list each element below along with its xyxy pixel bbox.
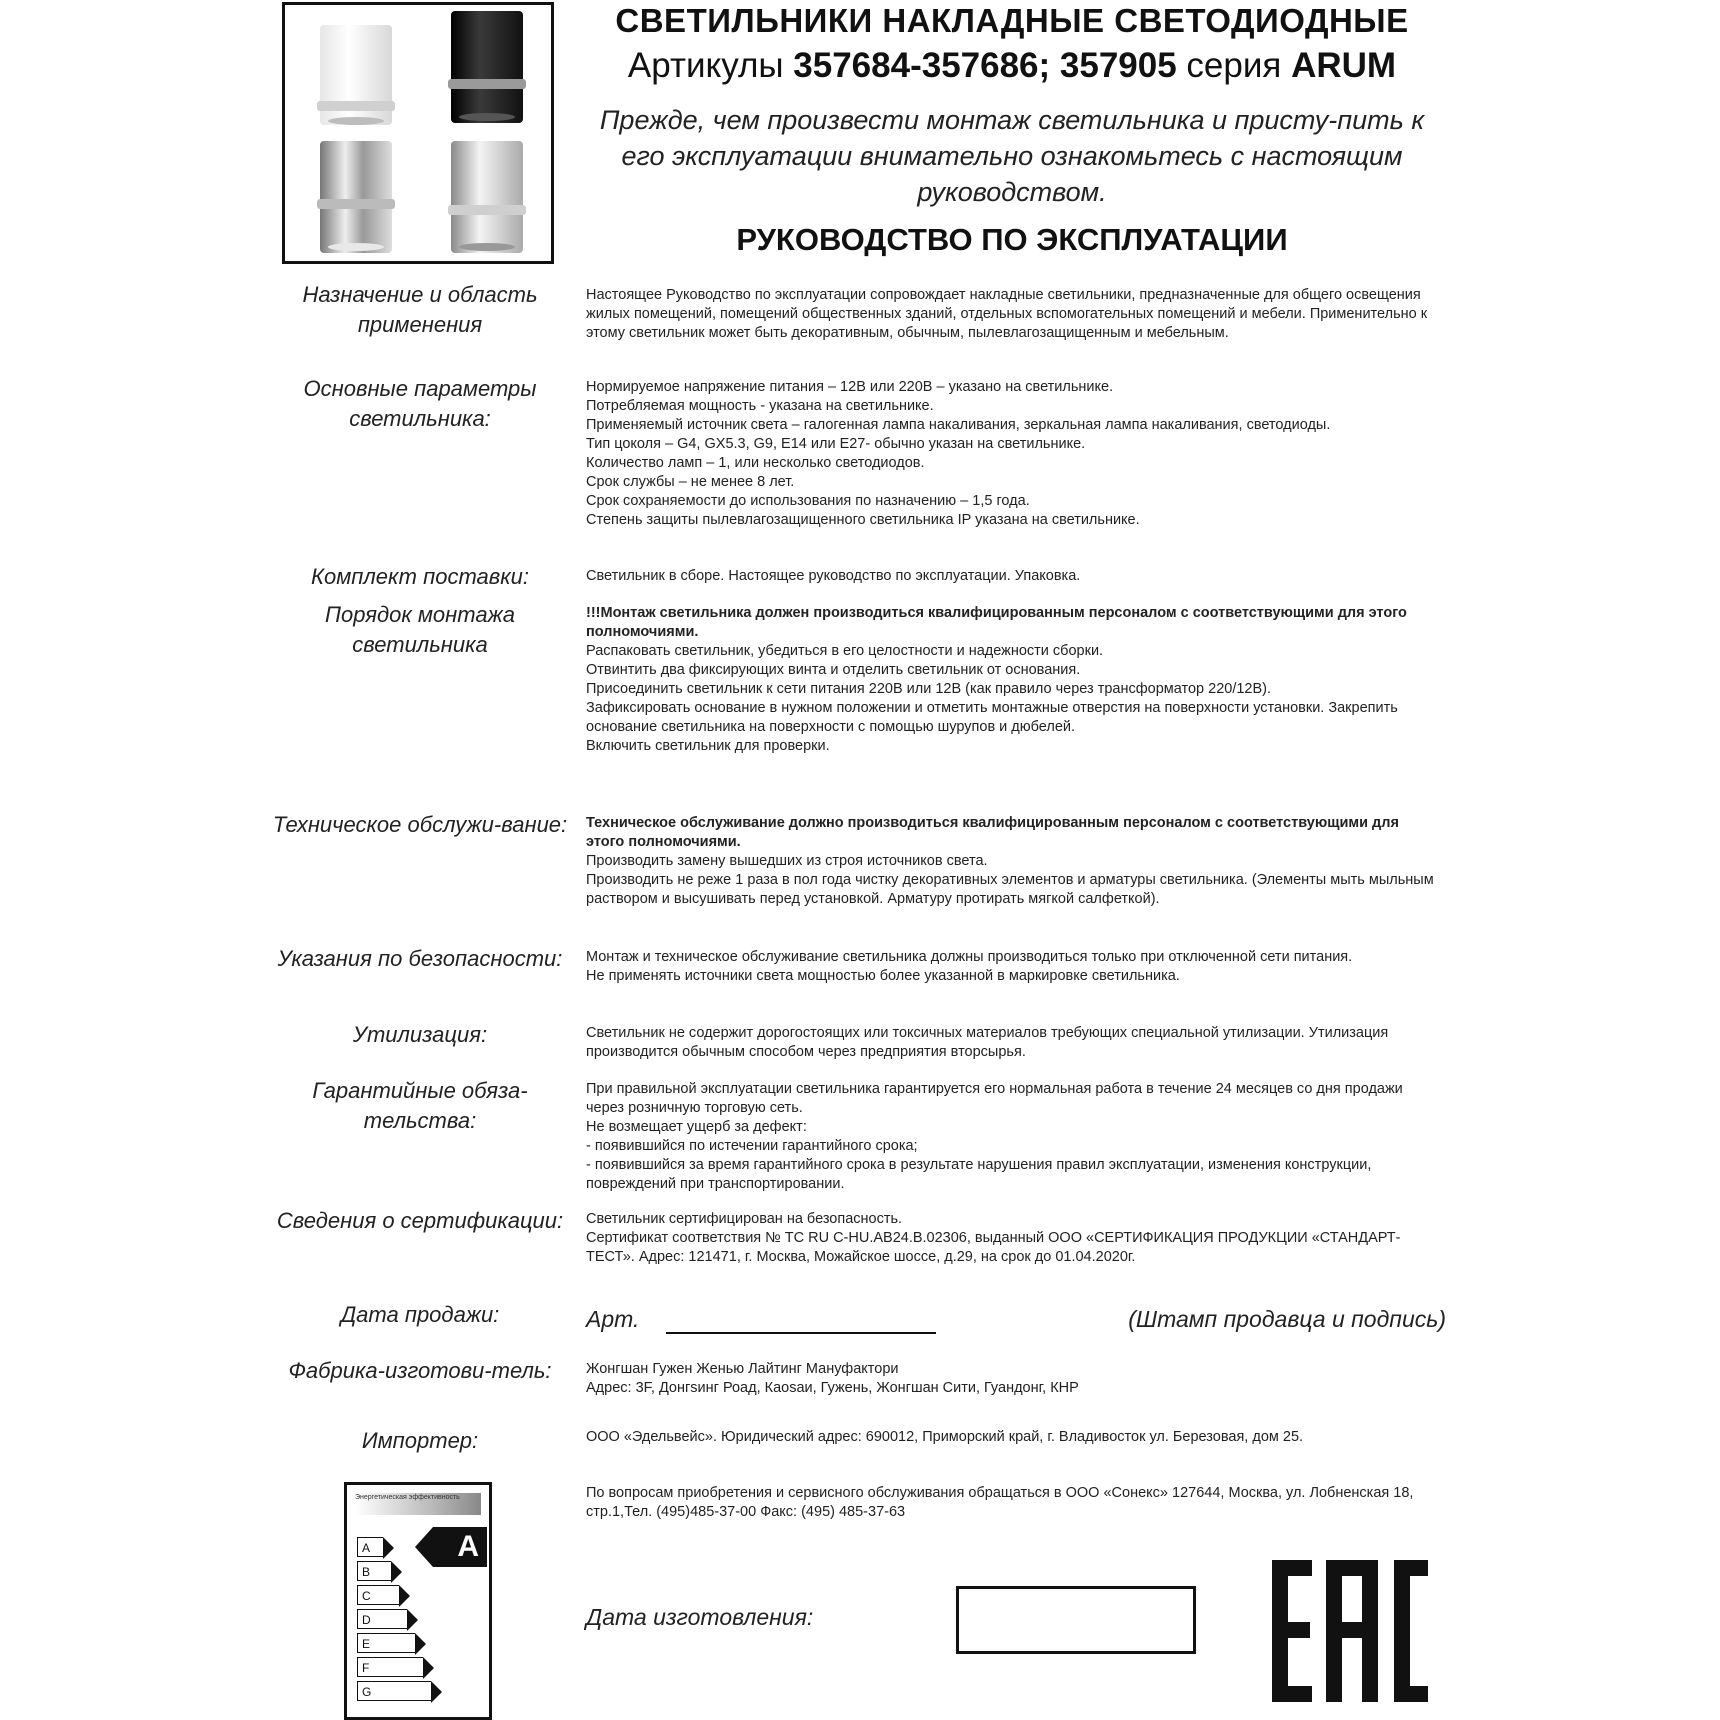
sale-date-row: [586, 1302, 1446, 1338]
maintenance-line: Производить замену вышедших из строя источников света.: [586, 853, 988, 869]
disposal-line: Светильник не содержит дорогостоящих или токсичных материалов требующих специальной утилизации. Утилизация производится обычным способом через предприятия вторсырья.: [586, 1025, 1389, 1060]
certificate-label: Сведения о сертификации:: [276, 1208, 564, 1233]
energy-label-header: Энергетическая эффективность: [355, 1493, 481, 1515]
mounting-warning: !!!Монтаж светильника должен производиться квалифицированным персоналом с соответствующими для этого полномочиями.: [586, 605, 1407, 640]
params-line: Тип цоколя – G4, GX5.3, G9, E14 или E27- обычно указан на светильнике.: [586, 436, 1086, 452]
kit-text: [586, 567, 1436, 586]
maintenance-warning: Техническое обслуживание должно производиться квалифицированным персоналом с соответствующими для этого полномочиями.: [586, 815, 1399, 850]
certificate-text: [586, 1210, 1436, 1267]
kit-line: Светильник в сборе. Настоящее руководство по эксплуатации. Упаковка.: [586, 568, 1081, 584]
energy-class-c: C: [357, 1585, 399, 1605]
safety-label: Указания по безопасности:: [277, 946, 563, 971]
certificate-line: Светильник сертифицирован на безопасность.: [586, 1211, 903, 1227]
kit-label: Комплект поставки:: [311, 564, 529, 589]
articles-line: [560, 46, 1464, 86]
energy-class-e: E: [357, 1633, 415, 1653]
manufacturer-label: Фабрика-изготови-тель:: [288, 1358, 552, 1383]
warranty-label: Гарантийные обяза-тельства:: [312, 1078, 528, 1133]
manufacture-date-box: [956, 1586, 1196, 1654]
disposal-label: Утилизация:: [352, 1022, 488, 1047]
certificate-line: Сертификат соответствия № ТС RU С-HU.АВ24.В.02306, выданный ООО «СЕРТИФИКАЦИЯ ПРОДУКЦИИ «СТАНДАРТ-ТЕСТ». Адрес: 121471, г. Москва, Можайское шоссе, д.29, на срок до 01.04.2020г.: [586, 1230, 1401, 1265]
lamp-chrome-image: [320, 141, 392, 253]
params-line: Потребляемая мощность - указана на светильнике.: [586, 398, 934, 414]
params-label: Основные параметры светильника:: [303, 376, 537, 431]
seller-stamp-label: (Штамп продавца и подпись): [1128, 1306, 1446, 1332]
manufacture-date-label: Дата изготовления:: [586, 1604, 814, 1630]
safety-line: Не применять источники света мощностью более указанной в маркировке светильника.: [586, 968, 1180, 984]
mounting-line: Распаковать светильник, убедиться в его целостности и надежности сборки.: [586, 643, 1104, 659]
purpose-label: Назначение и область применения: [302, 282, 538, 337]
safety-text: [586, 948, 1436, 986]
warranty-line: - появившийся по истечении гарантийного срока;: [586, 1138, 918, 1154]
energy-class-f: F: [357, 1657, 423, 1677]
product-photo: [282, 2, 554, 264]
mounting-line: Отвинтить два фиксирующих винта и отделить светильник от основания.: [586, 662, 1081, 678]
lamp-black-image: [451, 11, 523, 123]
manufacturer-line: Жонгшан Гужен Женью Лайтинг Мануфактори: [586, 1361, 899, 1377]
purpose-text: [586, 286, 1436, 343]
safety-line: Монтаж и техническое обслуживание светильника должны производиться только при отключенной сети питания.: [586, 949, 1353, 965]
params-line: Количество ламп – 1, или несколько светодиодов.: [586, 455, 925, 471]
energy-class-g: G: [357, 1681, 431, 1701]
warranty-line: - появившийся за время гарантийного срока в результате нарушения правил эксплуатации, изменения конструкции, повреждений при транспортировании.: [586, 1157, 1372, 1192]
guide-title: РУКОВОДСТВО ПО ЭКСПЛУАТАЦИИ: [736, 222, 1288, 257]
service-line: По вопросам приобретения и сервисного обслуживания обращаться в ООО «Сонекс» 127644, Москва, ул. Лобненская 18, стр.1,Тел. (495)485-37-00 Факс: (495) 485-37-63: [586, 1485, 1414, 1520]
params-line: Срок сохраняемости до использования по назначению – 1,5 года.: [586, 493, 1030, 509]
mounting-line: Присоединить светильник к сети питания 220В или 12В (как правило через трансформатор 220/12В).: [586, 681, 1272, 697]
article-numbers: 357684-357686; 357905: [793, 46, 1177, 85]
sale-date-label: Дата продажи:: [340, 1302, 500, 1327]
params-line: Срок службы – не менее 8 лет.: [586, 474, 795, 490]
sale-art-blank: [666, 1332, 936, 1334]
articles-prefix: Артикулы: [627, 46, 794, 85]
eac-mark-icon: [1270, 1560, 1430, 1702]
mounting-line: Зафиксировать основание в нужном положении и отметить монтажные отверстия на поверхности установки. Закрепить основание светильника на поверхности с помощью шурупов и дюбелей.: [586, 700, 1398, 735]
purpose-line: Настоящее Руководство по эксплуатации сопровождает накладные светильники, предназначенные для общего освещения жилых помещений, помещений общественных зданий, отдельных вспомогательных помещений и мебели. Применительно к этому светильник может быть декоративным, обычным, пылевлагозащищенным и мебельным.: [586, 287, 1428, 341]
document-title: СВЕТИЛЬНИКИ НАКЛАДНЫЕ СВЕТОДИОДНЫЕ: [615, 2, 1409, 39]
maintenance-text: [586, 814, 1436, 909]
series-name: ARUM: [1291, 46, 1397, 85]
params-line: Применяемый источник света – галогенная лампа накаливания, зеркальная лампа накаливания, светодиоды.: [586, 417, 1331, 433]
intro-warning: Прежде, чем произвести монтаж светильника и присту-пить к его эксплуатации внимательно ознакомьтесь с настоящим руководством.: [599, 105, 1425, 207]
manufacturer-text: [586, 1360, 1436, 1398]
lamp-white-image: [320, 25, 392, 125]
energy-class-b: B: [357, 1561, 391, 1581]
params-line: Степень защиты пылевлагозащищенного светильника IP указана на светильнике.: [586, 512, 1140, 528]
manufacturer-line: Адрес: 3F, Донгsинг Роад, Каоsаи, Гужень, Жонгшан Сити, Гуандонг, КНР: [586, 1380, 1079, 1396]
sale-art-label: Арт.: [586, 1306, 640, 1332]
importer-label: Импортер:: [361, 1428, 479, 1453]
energy-efficiency-label: [344, 1482, 492, 1720]
mounting-label: Порядок монтажа светильника: [325, 602, 515, 657]
service-text: [586, 1484, 1436, 1522]
importer-line: ООО «Эдельвейс». Юридический адрес: 690012, Приморский край, г. Владивосток ул. Березовая, дом 25.: [586, 1429, 1304, 1445]
series-prefix: серия: [1176, 46, 1292, 85]
importer-text: [586, 1428, 1436, 1447]
mounting-line: Включить светильник для проверки.: [586, 738, 830, 754]
params-text: [586, 378, 1436, 530]
warranty-text: [586, 1080, 1436, 1194]
warranty-line: Не возмещает ущерб за дефект:: [586, 1119, 807, 1135]
params-line: Нормируемое напряжение питания – 12В или 220В – указано на светильнике.: [586, 379, 1114, 395]
lamp-silver-image: [451, 141, 523, 253]
maintenance-line: Производить не реже 1 раза в пол года чистку декоративных элементов и арматуры светильника. (Элементы мыть мыльным раствором и высушивать перед установкой. Арматуру протирать мягкой салфеткой).: [586, 872, 1434, 907]
energy-class-d: D: [357, 1609, 407, 1629]
mounting-text: [586, 604, 1436, 756]
energy-rating-arrow: A: [433, 1527, 487, 1567]
disposal-text: [586, 1024, 1436, 1062]
energy-class-a: A: [357, 1537, 383, 1557]
warranty-line: При правильной эксплуатации светильника гарантируется его нормальная работа в течение 24 месяцев со дня продажи через розничную торговую сеть.: [586, 1081, 1403, 1116]
maintenance-label: Техническое обслужи-вание:: [272, 812, 568, 837]
